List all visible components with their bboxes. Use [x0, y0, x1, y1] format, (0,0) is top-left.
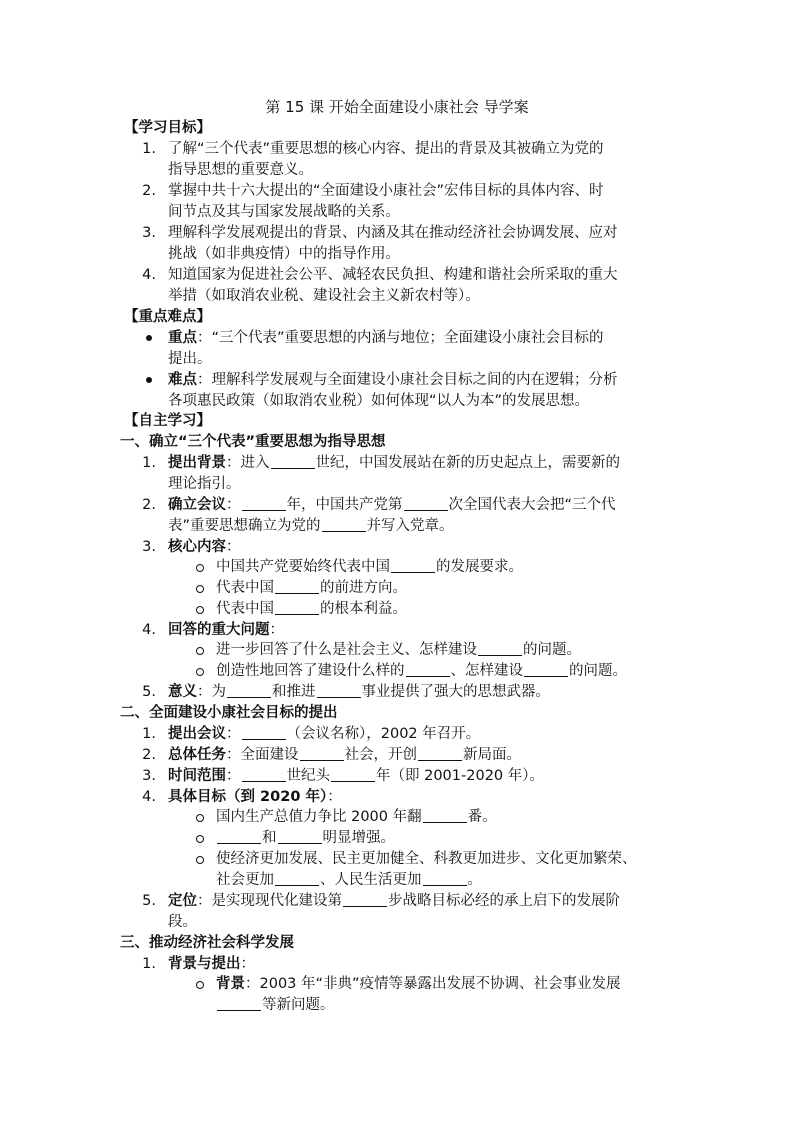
goal-text: 间节点及其与国家发展战略的关系。	[168, 204, 400, 220]
goal-number: 3.	[142, 225, 156, 241]
fill-blank[interactable]	[275, 599, 319, 615]
fill-blank[interactable]	[275, 578, 319, 594]
subitem-text	[216, 828, 395, 849]
fill-blank[interactable]	[331, 766, 375, 782]
item-label: 确立会议	[168, 497, 226, 513]
fill-blank[interactable]	[242, 766, 286, 782]
bullet-circle-icon	[196, 856, 204, 864]
item-label: 提出背景	[168, 455, 226, 471]
text: 的问题。	[523, 642, 581, 658]
fill-blank[interactable]	[391, 557, 435, 573]
item-label: 核心内容	[168, 539, 226, 555]
item-text: 理论指引。	[168, 476, 241, 492]
item-number: 4.	[142, 789, 156, 805]
text: 代表中国	[216, 580, 274, 596]
text: 年，中国共产党第	[286, 497, 403, 513]
text: ：	[269, 622, 284, 638]
text: 次全国代表大会把“三个代	[448, 497, 616, 513]
goal-number: 4.	[142, 267, 156, 283]
section-key-heading: 【重点难点】	[124, 309, 211, 325]
bullet-circle-icon	[196, 585, 204, 593]
key-point	[168, 328, 604, 349]
text: 并写入党章。	[366, 518, 454, 534]
goal-number: 1.	[142, 141, 156, 157]
item-text	[168, 745, 521, 766]
bullet-circle-icon	[196, 647, 204, 655]
text: 世纪头	[286, 768, 330, 784]
text: ：全面建设	[226, 747, 299, 763]
key-text: 提出。	[168, 351, 212, 367]
fill-blank[interactable]	[423, 870, 467, 886]
fill-blank[interactable]	[227, 682, 271, 698]
subitem-text	[216, 557, 523, 578]
bullet-dot-icon	[146, 335, 152, 341]
item-label: 具体目标（到 2020 年）	[168, 789, 328, 805]
item-label: 意义	[168, 684, 197, 700]
item-label: 时间范围	[168, 768, 226, 784]
fill-blank[interactable]	[300, 745, 344, 761]
bullet-circle-icon	[196, 564, 204, 572]
text: 年（即 2001-2020 年）。	[376, 768, 545, 784]
text: ：	[226, 497, 241, 513]
fill-blank[interactable]	[406, 661, 450, 677]
item-text: 段。	[168, 914, 197, 930]
subitem-text	[216, 578, 407, 599]
item-number: 3.	[142, 539, 156, 555]
item-label: 定位	[168, 893, 197, 909]
text: 社会更加	[216, 872, 274, 888]
item-text	[168, 495, 616, 516]
item-number: 1.	[142, 455, 156, 471]
text: 。	[467, 872, 482, 888]
text: ：是实现现代化建设第	[197, 893, 342, 909]
bullet-circle-icon	[196, 668, 204, 676]
text: 新局面。	[463, 747, 521, 763]
item-number: 2.	[142, 747, 156, 763]
text: ：为	[197, 684, 226, 700]
subitem-text	[216, 807, 497, 828]
fill-blank[interactable]	[217, 828, 261, 844]
fill-blank[interactable]	[404, 495, 448, 511]
goal-text: 知道国家为促进社会公平、减轻农民负担、构建和谐社会所采取的重大	[168, 267, 618, 283]
fill-blank[interactable]	[478, 640, 522, 656]
fill-blank[interactable]	[317, 682, 361, 698]
text: ：	[240, 956, 255, 972]
item-text	[168, 724, 480, 745]
item-text	[168, 516, 454, 537]
subitem-text	[216, 974, 621, 995]
goal-text: 举措（如取消农业税、建设社会主义新农村等）。	[168, 288, 480, 304]
section-self-heading: 【自主学习】	[124, 413, 211, 429]
key-text: ：理解科学发展观与全面建设小康社会目标之间的内在逻辑；分析	[197, 372, 618, 388]
subitem-text: 使经济更加发展、民主更加健全、科教更加进步、文化更加繁荣、	[216, 851, 637, 867]
text: 、怎样建设	[450, 663, 523, 679]
text: 中国共产党要始终代表中国	[216, 559, 390, 575]
text: 等新问题。	[262, 997, 335, 1013]
item-number: 1.	[142, 726, 156, 742]
text: 的根本利益。	[320, 601, 407, 617]
part3-heading: 三、推动经济社会科学发展	[120, 935, 294, 951]
goal-text: 挑战（如非典疫情）中的指导作用。	[168, 246, 400, 262]
key-label: 重点	[168, 330, 197, 346]
goal-number: 2.	[142, 183, 156, 199]
fill-blank[interactable]	[242, 495, 286, 511]
fill-blank[interactable]	[524, 661, 568, 677]
text: 步战略目标必经的承上启下的发展阶	[388, 893, 620, 909]
item-text	[168, 891, 620, 912]
text: 国内生产总值力争比 2000 年翻	[216, 809, 422, 825]
subitem-text	[216, 870, 482, 891]
part2-heading: 二、全面建设小康社会目标的提出	[120, 705, 338, 721]
item-text	[168, 537, 241, 558]
text: 、人民生活更加	[320, 872, 422, 888]
item-number: 1.	[142, 956, 156, 972]
text: 进一步回答了什么是社会主义、怎样建设	[216, 642, 477, 658]
item-label: 提出会议	[168, 726, 226, 742]
subitem-text	[216, 599, 407, 620]
page-title: 第 15 课 开始全面建设小康社会 导学案	[265, 98, 529, 116]
item-text	[168, 682, 550, 703]
subitem-text	[216, 640, 581, 661]
item-number: 4.	[142, 622, 156, 638]
item-text	[168, 787, 342, 808]
text: ：2003 年“非典”疫情等暴露出发展不协调、社会事业发展	[245, 976, 621, 992]
text: ：	[226, 539, 241, 555]
text: 明显增强。	[322, 830, 395, 846]
goal-text: 理解科学发展观提出的背景、内涵及其在推动经济社会协调发展、应对	[168, 225, 618, 241]
text: ：	[226, 768, 241, 784]
fill-blank[interactable]	[423, 807, 467, 823]
bullet-dot-icon	[146, 377, 152, 383]
part1-heading: 一、确立“三个代表”重要思想为指导思想	[120, 434, 386, 450]
item-number: 5.	[142, 684, 156, 700]
item-text	[168, 620, 284, 641]
item-label: 回答的重大问题	[168, 622, 270, 638]
text: 事业提供了强大的思想武器。	[361, 684, 550, 700]
fill-blank[interactable]	[242, 724, 286, 740]
fill-blank[interactable]	[271, 453, 315, 469]
fill-blank[interactable]	[322, 516, 366, 532]
item-label: 背景	[216, 976, 245, 992]
text: 代表中国	[216, 601, 274, 617]
item-label: 总体任务	[168, 747, 226, 763]
text: 世纪，中国发展站在新的历史起点上，需要新的	[315, 455, 620, 471]
fill-blank[interactable]	[217, 995, 261, 1011]
fill-blank[interactable]	[275, 870, 319, 886]
section-goals-heading: 【学习目标】	[124, 120, 211, 136]
goal-text: 掌握中共十六大提出的“全面建设小康社会”宏伟目标的具体内容、时	[168, 183, 604, 199]
text: 的问题。	[569, 663, 627, 679]
text: 社会，开创	[344, 747, 417, 763]
text: 和	[262, 830, 277, 846]
text: ：	[226, 726, 241, 742]
subitem-text	[216, 661, 627, 682]
item-text	[168, 766, 544, 787]
item-label: 背景与提出	[168, 956, 241, 972]
subitem-text	[216, 995, 335, 1016]
fill-blank[interactable]	[278, 828, 322, 844]
item-text	[168, 453, 620, 474]
fill-blank[interactable]	[343, 891, 387, 907]
goal-text: 指导思想的重要意义。	[168, 162, 313, 178]
bullet-circle-icon	[196, 835, 204, 843]
bullet-circle-icon	[196, 981, 204, 989]
item-number: 3.	[142, 768, 156, 784]
text: 创造性地回答了建设什么样的	[216, 663, 405, 679]
item-number: 2.	[142, 497, 156, 513]
text: 和推进	[272, 684, 316, 700]
text: ：	[327, 789, 342, 805]
item-number: 5.	[142, 893, 156, 909]
bullet-circle-icon	[196, 814, 204, 822]
key-text: 各项惠民政策（如取消农业税）如何体现“以人为本”的发展思想。	[168, 393, 590, 409]
key-point	[168, 370, 618, 391]
difficulty-label: 难点	[168, 372, 197, 388]
text: 表”重要思想确立为党的	[168, 518, 321, 534]
key-text: ：“三个代表”重要思想的内涵与地位；全面建设小康社会目标的	[197, 330, 604, 346]
text: 的发展要求。	[436, 559, 523, 575]
text: 番。	[467, 809, 497, 825]
text: （会议名称），2002 年召开。	[286, 726, 481, 742]
bullet-circle-icon	[196, 606, 204, 614]
item-text	[168, 954, 255, 975]
goal-text: 了解“三个代表”重要思想的核心内容、提出的背景及其被确立为党的	[168, 141, 604, 157]
text: ：进入	[226, 455, 270, 471]
fill-blank[interactable]	[418, 745, 462, 761]
text: 的前进方向。	[320, 580, 407, 596]
